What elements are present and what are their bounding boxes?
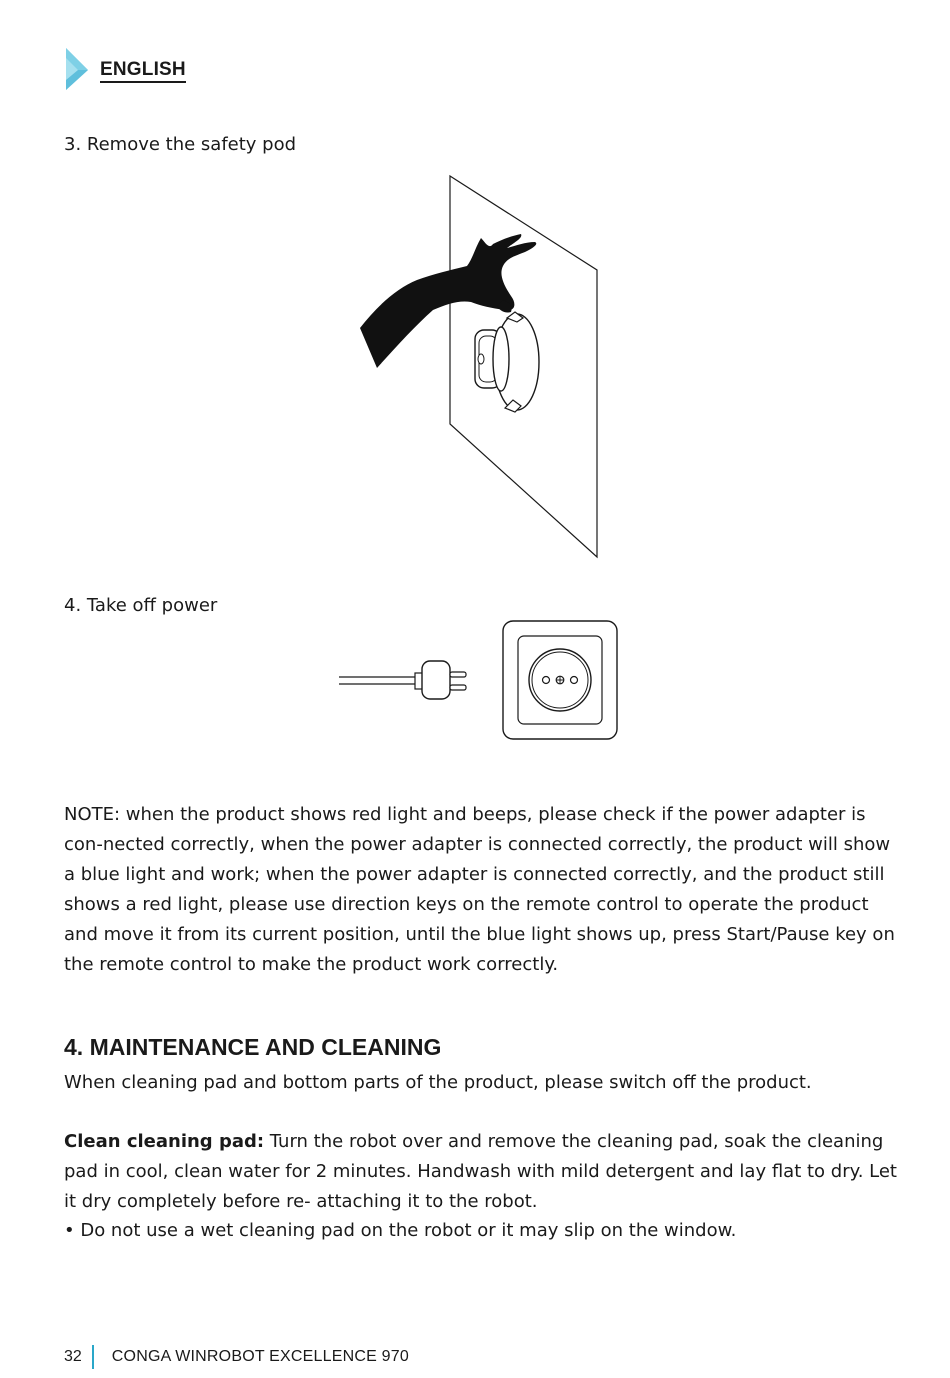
brand-chevron-icon: [64, 46, 94, 92]
clean-pad-paragraph: [64, 1127, 904, 1217]
page-number: 32: [64, 1348, 82, 1365]
page-footer: [64, 1344, 409, 1370]
clean-pad-text: Turn the robot over and remove the cleaning pad, soak the cleaning pad in cool, clean water for 2 minutes. Handwash with mild detergent and lay flat to dry. Let it dry completely before re- attaching it to the robot.: [64, 1131, 897, 1212]
step-3-title: 3. Remove the safety pod: [64, 134, 297, 155]
language-label: ENGLISH: [100, 60, 186, 83]
remove-safety-pod-illustration: [355, 172, 605, 566]
power-note: NOTE: when the product shows red light and beeps, please check if the power adapter is con-nected correctly, when the power adapter is connected correctly, the product will show a blue light and work; when the power adapter is connected correctly, and the product still shows a red light, please use direction keys on the remote control to operate the product and move it from its current position, until the blue light shows up, press Start/Pause key on the remote control to make the product work correctly.: [64, 804, 895, 975]
section-heading: 4. MAINTENANCE AND CLEANING: [64, 1034, 442, 1060]
document-title: CONGA WINROBOT EXCELLENCE 970: [111, 1348, 409, 1365]
step-4-title: 4. Take off power: [64, 595, 218, 616]
take-off-power-illustration: [335, 619, 625, 748]
clean-pad-label: Clean cleaning pad:: [64, 1131, 265, 1152]
wet-pad-warning: • Do not use a wet cleaning pad on the robot or it may slip on the window.: [64, 1220, 737, 1241]
language-header: [64, 46, 264, 92]
section-intro: When cleaning pad and bottom parts of the product, please switch off the product.: [64, 1072, 812, 1093]
footer-divider: [92, 1345, 94, 1369]
